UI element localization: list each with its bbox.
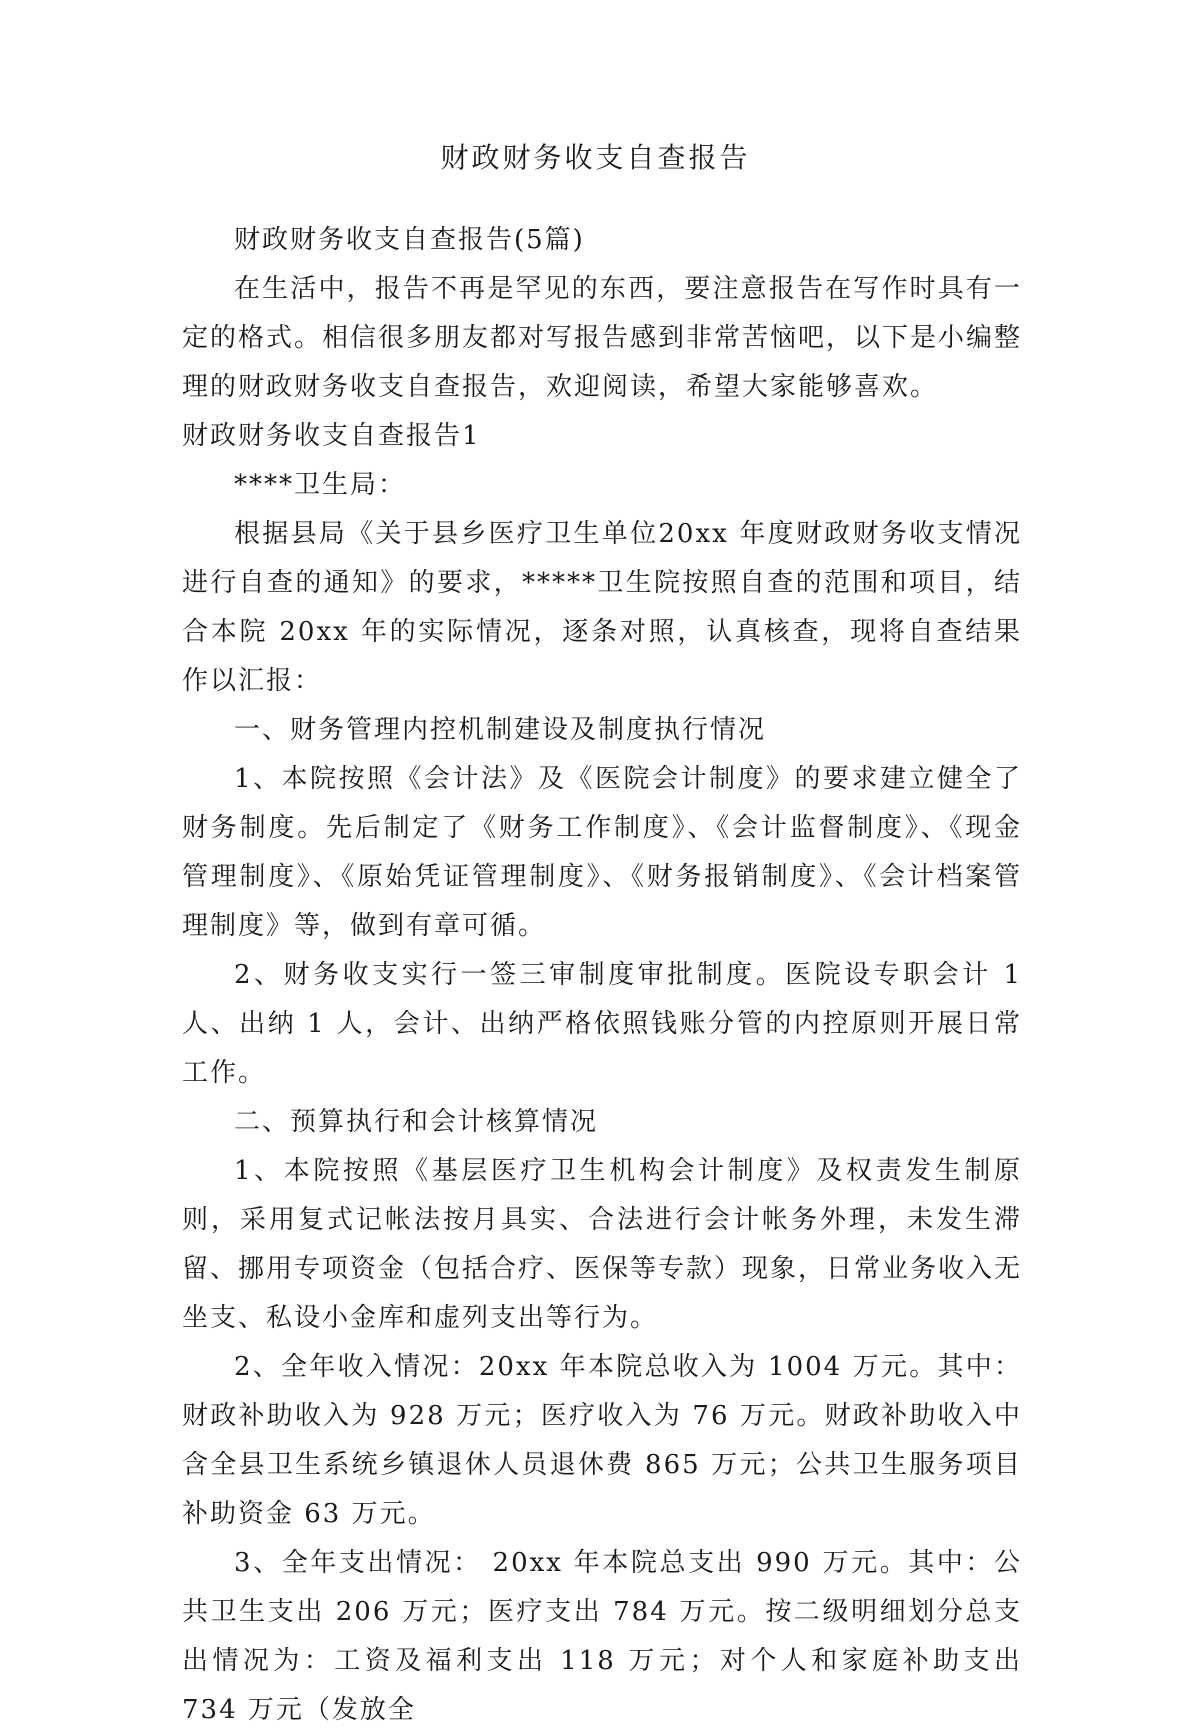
intro-paragraph: 在生活中，报告不再是罕见的东西，要注意报告在写作时具有一定的格式。相信很多朋友都对写报告感到非常苦恼吧，以下是小编整理的财政财务收支自查报告，欢迎阅读，希望大家能够喜欢。 [182, 274, 1023, 402]
section-heading-2: 二、预算执行和会计核算情况 [234, 1107, 599, 1137]
document-title: 财政财务收支自查报告 [440, 141, 751, 174]
body-paragraph: 根据县局《关于县乡医疗卫生单位20xx 年度财政财务收支情况进行自查的通知》的要求，*****卫生院按照自查的范围和项目，结合本院 20xx 年的实际情况，逐条对照，认真核查，现将自查结果作以汇报： [182, 519, 1022, 696]
document-body [182, 216, 1022, 1735]
section-heading-1: 一、财务管理内控机制建设及制度执行情况 [234, 715, 767, 745]
body-paragraph: 3、全年支出情况： 20xx 年本院总支出 990 万元。其中：公共卫生支出 206 万元；医疗支出 784 万元。按二级明细划分总支出情况为：工资及福利支出 118 万元；对个人和家庭补助支出 734 万元（发放全 [182, 1548, 1022, 1725]
body-paragraph: 2、全年收入情况：20xx 年本院总收入为 1004 万元。其中：财政补助收入为 928 万元；医疗收入为 76 万元。财政补助收入中含全县卫生系统乡镇退休人员退休费 865 万元；公共卫生服务项目补助资金 63 万元。 [182, 1352, 1022, 1529]
addressee-line: ****卫生局： [234, 470, 407, 500]
section-heading-report-1: 财政财务收支自查报告1 [182, 421, 481, 451]
body-paragraph: 1、本院按照《会计法》及《医院会计制度》的要求建立健全了财务制度。先后制定了《财务工作制度》、《会计监督制度》、《现金管理制度》、《原始凭证管理制度》、《财务报销制度》、《会计档案管理制度》等，做到有章可循。 [182, 764, 1022, 941]
subtitle-paragraph: 财政财务收支自查报告(5篇) [234, 225, 585, 255]
body-paragraph: 1、本院按照《基层医疗卫生机构会计制度》及权责发生制原则，采用复式记帐法按月具实、合法进行会计帐务外理，未发生滞留、挪用专项资金（包括合疗、医保等专款）现象，日常业务收入无坐支、私设小金库和虚列支出等行为。 [182, 1156, 1023, 1333]
body-paragraph: 2、财务收支实行一签三审制度审批制度。医院设专职会计 1 人、出纳 1 人，会计、出纳严格依照钱账分管的内控原则开展日常工作。 [182, 960, 1022, 1088]
